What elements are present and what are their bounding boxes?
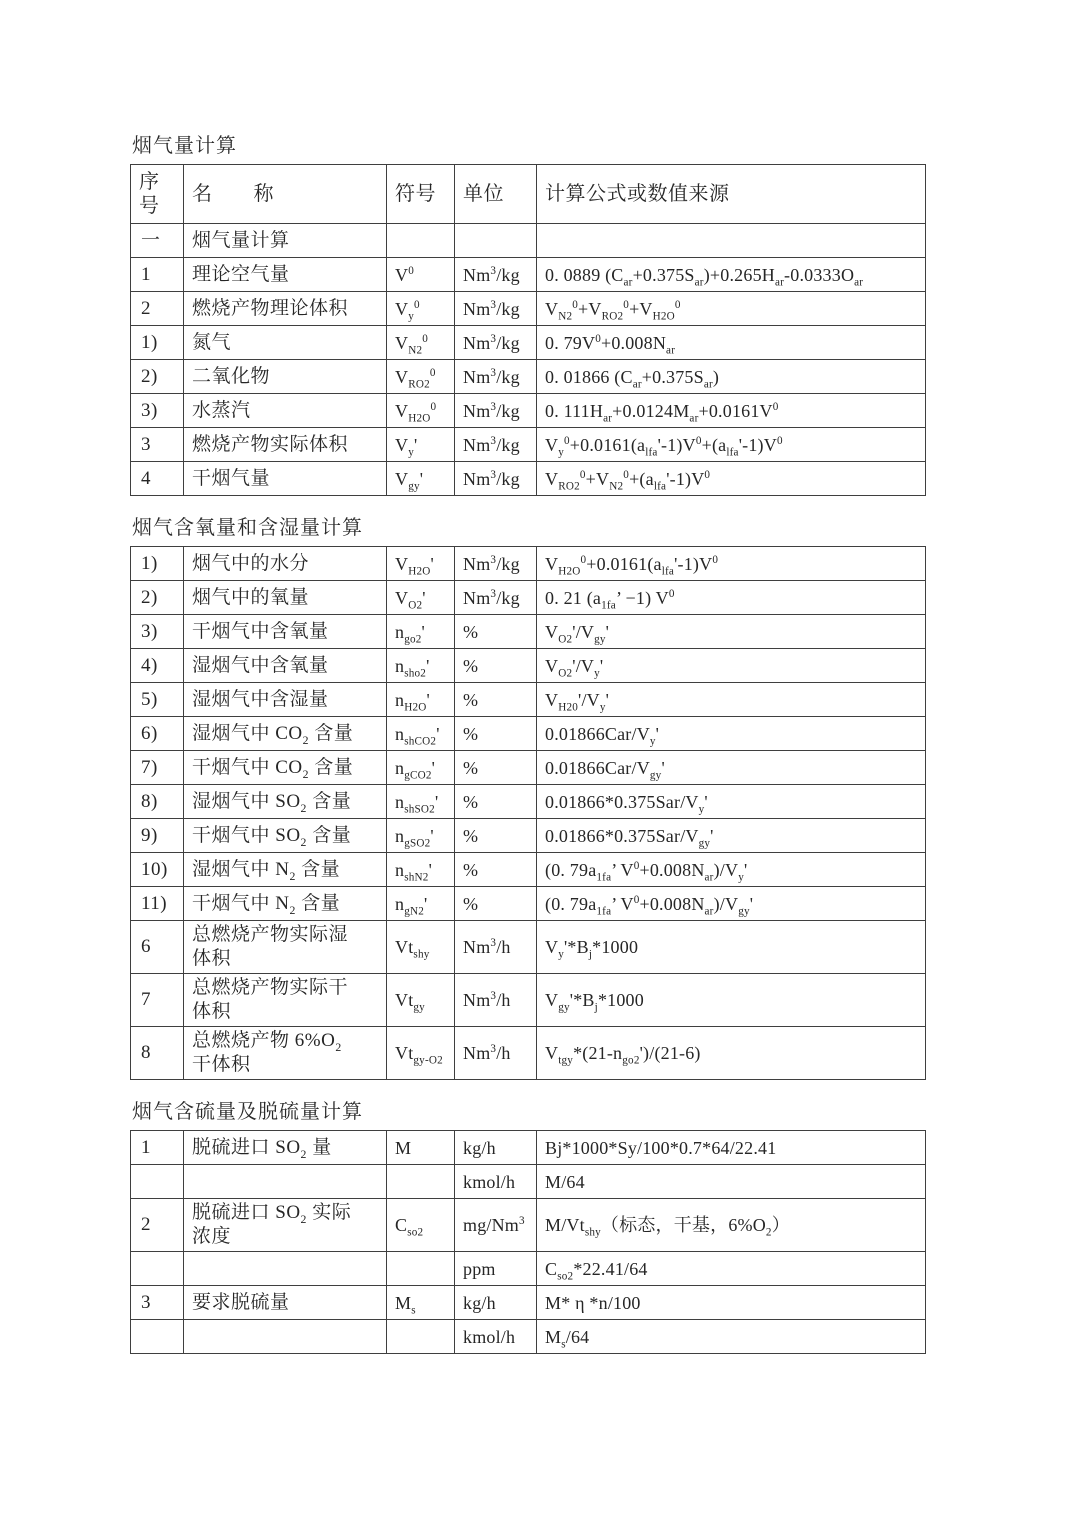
name-cell: 烟气中的氧量 xyxy=(184,581,387,615)
table-row xyxy=(131,462,926,496)
name-cell: 总燃烧产物实际湿 体积 xyxy=(184,921,387,974)
symbol-cell: $V^0$ xyxy=(387,258,455,292)
table-row xyxy=(131,887,926,921)
header-formula: 计算公式或数值来源 xyxy=(537,165,926,224)
formula-cell: $V_{RO2}^0+V_{N2}^0+(a_{lfa}'-1)V^0$ xyxy=(537,462,926,496)
symbol-cell: $n_{go2}'$ xyxy=(387,615,455,649)
unit-cell: Nm$^3$/h xyxy=(455,921,537,974)
no-cell: 3 xyxy=(131,428,184,462)
section-flue-gas-volume xyxy=(130,134,1080,496)
formula-cell: $V_{N2}^0+V_{RO2}^0+V_{H2O}^0$ xyxy=(537,292,926,326)
header-no: 序 号 xyxy=(131,165,184,224)
table-row xyxy=(131,1320,926,1354)
symbol-cell: M xyxy=(387,1131,455,1165)
symbol-cell: $Vt_{shy}$ xyxy=(387,921,455,974)
table-row xyxy=(131,547,926,581)
formula-cell: 0. 0889 $(C_{ar}+0.375S_{ar})+0.265H_{ar}-0.0333O_{ar}$ xyxy=(537,258,926,292)
table-row xyxy=(131,683,926,717)
table-row xyxy=(131,258,926,292)
no-cell: 2 xyxy=(131,292,184,326)
no-cell: 1 xyxy=(131,1131,184,1165)
unit-cell: % xyxy=(455,887,537,921)
no-cell: 5) xyxy=(131,683,184,717)
name-cell: 二氧化物 xyxy=(184,360,387,394)
table-row xyxy=(131,1131,926,1165)
name-cell: 燃烧产物理论体积 xyxy=(184,292,387,326)
formula-cell: $V_{O2}'/V_{gy}'$ xyxy=(537,615,926,649)
no-cell: 1 xyxy=(131,258,184,292)
sulfur-desulfurization-table xyxy=(130,1130,926,1354)
header-name: 名 称 xyxy=(184,165,387,224)
unit-cell: kg/h xyxy=(455,1131,537,1165)
unit-cell: Nm$^3$/kg xyxy=(455,258,537,292)
formula-cell: $M/Vt_{shy}$（标态，干基，$6\%O_2$） xyxy=(537,1199,926,1252)
symbol-cell: $n_{shCO2}'$ xyxy=(387,717,455,751)
symbol-cell xyxy=(387,1252,455,1286)
no-cell: 3 xyxy=(131,1286,184,1320)
table-row xyxy=(131,292,926,326)
name-cell: 湿烟气中 $CO_2$ 含量 xyxy=(184,717,387,751)
formula-cell: $V_{O2}'/V_y'$ xyxy=(537,649,926,683)
name-cell: 烟气量计算 xyxy=(184,224,387,258)
no-cell: 3) xyxy=(131,394,184,428)
formula-cell: $0.01866Car/V_{gy}'$ xyxy=(537,751,926,785)
no-cell: 10) xyxy=(131,853,184,887)
name-cell: 干烟气中 $CO_2$ 含量 xyxy=(184,751,387,785)
name-cell: 燃烧产物实际体积 xyxy=(184,428,387,462)
no-cell: 7) xyxy=(131,751,184,785)
unit-cell: % xyxy=(455,853,537,887)
table-row xyxy=(131,326,926,360)
formula-cell: $0.01866*0.375Sar/V_y'$ xyxy=(537,785,926,819)
no-cell xyxy=(131,1165,184,1199)
table-header xyxy=(131,165,926,224)
name-cell: 湿烟气中含氧量 xyxy=(184,649,387,683)
symbol-cell xyxy=(387,1165,455,1199)
symbol-cell: $V_y'$ xyxy=(387,428,455,462)
no-cell: 4 xyxy=(131,462,184,496)
unit-cell: % xyxy=(455,615,537,649)
section-title-flue-gas-volume: 烟气量计算 xyxy=(132,135,237,157)
symbol-cell: $V_{O2}'$ xyxy=(387,581,455,615)
unit-cell: Nm$^3$/kg xyxy=(455,581,537,615)
formula-cell: Bj*1000*Sy/100*0.7*64/22.41 xyxy=(537,1131,926,1165)
name-cell: 烟气中的水分 xyxy=(184,547,387,581)
formula-cell: $V_{H2O}^0+0.0161(a_{lfa}'-1)V^0$ xyxy=(537,547,926,581)
section-sulfur-desulfurization xyxy=(130,1100,1080,1354)
symbol-cell: $C_{so2}$ xyxy=(387,1199,455,1252)
unit-cell xyxy=(455,224,537,258)
unit-cell: % xyxy=(455,819,537,853)
unit-cell: Nm$^3$/kg xyxy=(455,547,537,581)
name-cell xyxy=(184,1320,387,1354)
no-cell: 4) xyxy=(131,649,184,683)
formula-cell: M/64 xyxy=(537,1165,926,1199)
header-row xyxy=(131,165,926,224)
unit-cell: Nm$^3$/kg xyxy=(455,360,537,394)
no-cell: 8) xyxy=(131,785,184,819)
no-cell: 2) xyxy=(131,581,184,615)
symbol-cell xyxy=(387,224,455,258)
name-cell: 干烟气量 xyxy=(184,462,387,496)
unit-cell: ppm xyxy=(455,1252,537,1286)
no-cell: 6 xyxy=(131,921,184,974)
name-cell: 脱硫进口 $SO_2$ 量 xyxy=(184,1131,387,1165)
table-row xyxy=(131,1165,926,1199)
flue-gas-volume-table xyxy=(130,164,926,496)
symbol-cell: $V_{RO2}^0$ xyxy=(387,360,455,394)
no-cell: 3) xyxy=(131,615,184,649)
table-body xyxy=(131,547,926,1080)
name-cell: 干烟气中 $N_2$ 含量 xyxy=(184,887,387,921)
formula-cell: 0. $79V^0+0.008N_{ar}$ xyxy=(537,326,926,360)
table-row xyxy=(131,717,926,751)
symbol-cell: $Vt_{gy}$ xyxy=(387,974,455,1027)
name-cell: 要求脱硫量 xyxy=(184,1286,387,1320)
symbol-cell: $V_{N2}^0$ xyxy=(387,326,455,360)
table-row xyxy=(131,224,926,258)
symbol-cell: $V_{H2O}'$ xyxy=(387,547,455,581)
formula-cell: 0. 01866 $(C_{ar}+0.375S_{ar})$ xyxy=(537,360,926,394)
section-title-oxygen-moisture: 烟气含氧量和含湿量计算 xyxy=(132,517,363,539)
formula-cell: $V_{tgy}*(21-n_{go2}')/(21-6)$ xyxy=(537,1027,926,1080)
no-cell: 6) xyxy=(131,717,184,751)
formula-cell: $0.01866*0.375Sar/V_{gy}'$ xyxy=(537,819,926,853)
unit-cell: Nm$^3$/h xyxy=(455,974,537,1027)
symbol-cell: $V_{H2O}^0$ xyxy=(387,394,455,428)
formula-cell: $V_y^0+0.0161(a_{lfa}'-1)V^0+(a_{lfa}'-1)V^0$ xyxy=(537,428,926,462)
name-cell: 氮气 xyxy=(184,326,387,360)
table-row xyxy=(131,751,926,785)
name-cell: 湿烟气中 $N_2$ 含量 xyxy=(184,853,387,887)
formula-cell: (0. $79a_{1fa}$’ $V^0+0.008N_{ar})/V_{gy}'$ xyxy=(537,887,926,921)
name-cell: 水蒸汽 xyxy=(184,394,387,428)
symbol-cell: $Vt_{gy-O2}$ xyxy=(387,1027,455,1080)
no-cell: 一 xyxy=(131,224,184,258)
table-row xyxy=(131,921,926,974)
unit-cell: Nm$^3$/kg xyxy=(455,394,537,428)
name-cell: 湿烟气中 $SO_2$ 含量 xyxy=(184,785,387,819)
unit-cell: Nm$^3$/kg xyxy=(455,326,537,360)
formula-cell: $V_y'*B_j*1000$ xyxy=(537,921,926,974)
unit-cell: kg/h xyxy=(455,1286,537,1320)
table-body xyxy=(131,224,926,496)
formula-cell: $V_{H20}'/V_y'$ xyxy=(537,683,926,717)
symbol-cell: $n_{gCO2}'$ xyxy=(387,751,455,785)
no-cell: 2) xyxy=(131,360,184,394)
formula-cell: $0.01866Car/V_y'$ xyxy=(537,717,926,751)
header-unit: 单位 xyxy=(455,165,537,224)
unit-cell: % xyxy=(455,683,537,717)
name-cell: 湿烟气中含湿量 xyxy=(184,683,387,717)
symbol-cell xyxy=(387,1320,455,1354)
unit-cell: Nm$^3$/kg xyxy=(455,292,537,326)
oxygen-moisture-table xyxy=(130,546,926,1080)
unit-cell: Nm$^3$/h xyxy=(455,1027,537,1080)
name-cell: 干烟气中含氧量 xyxy=(184,615,387,649)
unit-cell: kmol/h xyxy=(455,1320,537,1354)
formula-cell: $C_{so2}*22.41/64$ xyxy=(537,1252,926,1286)
formula-cell: 0. 21 ($a_{1fa}$’ −1) $V^0$ xyxy=(537,581,926,615)
symbol-cell: $V_{gy}'$ xyxy=(387,462,455,496)
table-row xyxy=(131,1286,926,1320)
symbol-cell: $V_y^0$ xyxy=(387,292,455,326)
name-cell xyxy=(184,1252,387,1286)
formula-cell: (0. $79a_{1fa}$’ $V^0+0.008N_{ar})/V_y'$ xyxy=(537,853,926,887)
table-row xyxy=(131,581,926,615)
no-cell: 1) xyxy=(131,326,184,360)
formula-cell: $V_{gy}'*B_j*1000$ xyxy=(537,974,926,1027)
unit-cell: % xyxy=(455,751,537,785)
table-row xyxy=(131,428,926,462)
section-title-sulfur-desulfurization: 烟气含硫量及脱硫量计算 xyxy=(132,1101,363,1123)
unit-cell: Nm$^3$/kg xyxy=(455,462,537,496)
table-row xyxy=(131,394,926,428)
symbol-cell: $n_{shSO2}'$ xyxy=(387,785,455,819)
name-cell: 脱硫进口 $SO_2$ 实际 浓度 xyxy=(184,1199,387,1252)
no-cell: 8 xyxy=(131,1027,184,1080)
symbol-cell: $M_s$ xyxy=(387,1286,455,1320)
no-cell: 9) xyxy=(131,819,184,853)
table-row xyxy=(131,360,926,394)
table-row xyxy=(131,1027,926,1080)
table-row xyxy=(131,615,926,649)
no-cell: 1) xyxy=(131,547,184,581)
table-row xyxy=(131,649,926,683)
table-row xyxy=(131,853,926,887)
no-cell xyxy=(131,1252,184,1286)
unit-cell: kmol/h xyxy=(455,1165,537,1199)
symbol-cell: $n_{gSO2}'$ xyxy=(387,819,455,853)
unit-cell: Nm$^3$/kg xyxy=(455,428,537,462)
name-cell xyxy=(184,1165,387,1199)
unit-cell: mg/Nm$^3$ xyxy=(455,1199,537,1252)
table-row xyxy=(131,1199,926,1252)
symbol-cell: $n_{shN2}'$ xyxy=(387,853,455,887)
table-row xyxy=(131,819,926,853)
unit-cell: % xyxy=(455,649,537,683)
table-row xyxy=(131,785,926,819)
header-symbol: 符号 xyxy=(387,165,455,224)
no-cell: 11) xyxy=(131,887,184,921)
formula-cell: M* η *n/100 xyxy=(537,1286,926,1320)
symbol-cell: $n_{gN2}'$ xyxy=(387,887,455,921)
symbol-cell: $n_{H2O}'$ xyxy=(387,683,455,717)
name-cell: 干烟气中 $SO_2$ 含量 xyxy=(184,819,387,853)
formula-cell xyxy=(537,224,926,258)
no-cell: 2 xyxy=(131,1199,184,1252)
no-cell: 7 xyxy=(131,974,184,1027)
table-row xyxy=(131,1252,926,1286)
table-body xyxy=(131,1131,926,1354)
name-cell: 总燃烧产物实际干 体积 xyxy=(184,974,387,1027)
symbol-cell: $n_{sho2}'$ xyxy=(387,649,455,683)
table-row xyxy=(131,974,926,1027)
name-cell: 理论空气量 xyxy=(184,258,387,292)
no-cell xyxy=(131,1320,184,1354)
unit-cell: % xyxy=(455,785,537,819)
unit-cell: % xyxy=(455,717,537,751)
formula-cell: $M_s/64$ xyxy=(537,1320,926,1354)
name-cell: 总燃烧产物 $6\%O_2$ 干体积 xyxy=(184,1027,387,1080)
formula-cell: 0. $111H_{ar}+0.0124M_{ar}+0.0161V^0$ xyxy=(537,394,926,428)
section-oxygen-moisture xyxy=(130,516,1080,1080)
